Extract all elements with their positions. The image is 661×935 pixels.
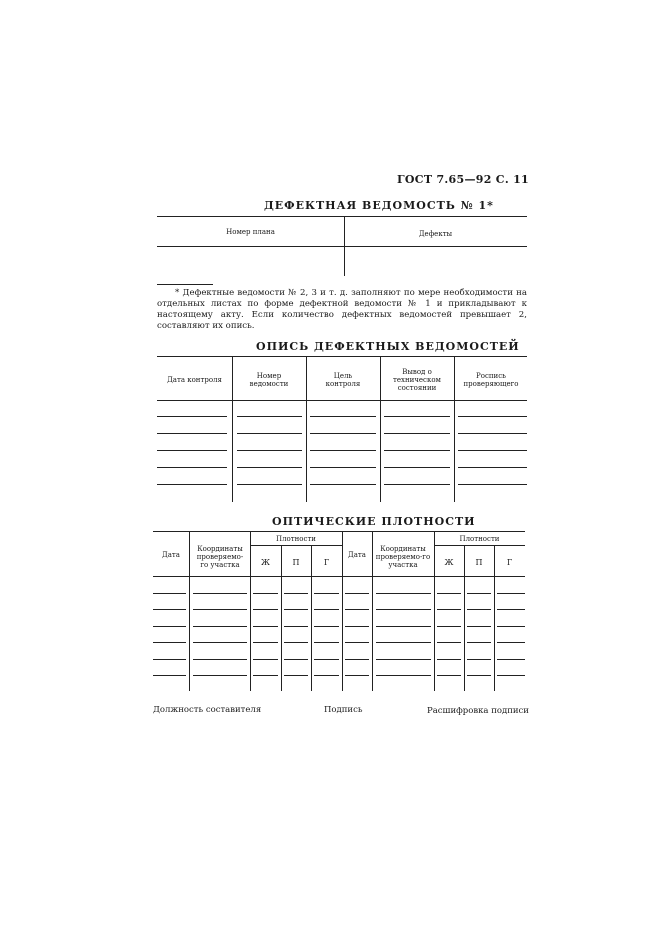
column-header: Г xyxy=(506,558,513,567)
entry-line xyxy=(193,609,247,610)
entry-line xyxy=(237,484,302,485)
column-divider xyxy=(380,356,381,502)
entry-line xyxy=(437,626,461,627)
entry-line xyxy=(345,593,369,594)
entry-line xyxy=(310,467,376,468)
entry-line xyxy=(437,642,461,643)
entry-line xyxy=(153,626,186,627)
entry-line xyxy=(284,675,308,676)
column-header: Координаты проверяемо-го участка xyxy=(375,545,431,569)
entry-line xyxy=(497,593,525,594)
entry-line xyxy=(193,626,247,627)
column-header: Г xyxy=(323,558,330,567)
entry-line xyxy=(314,626,339,627)
entry-line xyxy=(376,609,431,610)
signature-label: Подпись xyxy=(324,705,363,715)
table-rule xyxy=(157,246,527,247)
entry-line xyxy=(284,593,308,594)
entry-line xyxy=(345,642,369,643)
entry-line xyxy=(345,675,369,676)
column-header: Плотности xyxy=(276,535,316,543)
entry-line xyxy=(284,609,308,610)
entry-line xyxy=(458,484,527,485)
table-rule xyxy=(157,400,527,401)
entry-line xyxy=(153,642,186,643)
column-divider xyxy=(232,356,233,502)
entry-line xyxy=(153,609,186,610)
entry-line xyxy=(157,416,227,417)
entry-line xyxy=(253,659,278,660)
entry-line xyxy=(345,659,369,660)
entry-line xyxy=(497,642,525,643)
column-divider xyxy=(189,531,190,691)
entry-line xyxy=(253,642,278,643)
column-header: Дефекты xyxy=(418,230,453,238)
entry-line xyxy=(314,659,339,660)
entry-line xyxy=(458,433,527,434)
column-header: Номер ведомости xyxy=(249,372,289,388)
column-header: Цель контроля xyxy=(325,372,361,388)
table-rule xyxy=(434,545,525,546)
entry-line xyxy=(345,609,369,610)
column-header: Координаты проверяемо-го участка xyxy=(196,545,244,569)
column-header: П xyxy=(292,558,300,567)
entry-line xyxy=(384,416,450,417)
column-header: Вывод о техническом состоянии xyxy=(392,368,442,392)
signature-decoding-label: Расшифровка подписи xyxy=(427,706,529,716)
entry-line xyxy=(497,659,525,660)
column-header: Ж xyxy=(444,558,454,567)
column-header: Роспись проверяющего xyxy=(463,372,519,388)
column-divider xyxy=(372,531,373,691)
entry-line xyxy=(437,675,461,676)
entry-line xyxy=(310,433,376,434)
table-rule xyxy=(153,576,525,577)
entry-line xyxy=(384,467,450,468)
entry-line xyxy=(157,433,227,434)
entry-line xyxy=(467,659,491,660)
column-header: Номер плана xyxy=(226,228,275,236)
entry-line xyxy=(467,626,491,627)
entry-line xyxy=(467,593,491,594)
entry-line xyxy=(310,484,376,485)
entry-line xyxy=(384,433,450,434)
entry-line xyxy=(437,609,461,610)
entry-line xyxy=(384,484,450,485)
column-divider xyxy=(434,531,435,691)
entry-line xyxy=(384,450,450,451)
table-rule xyxy=(157,356,527,357)
entry-line xyxy=(153,659,186,660)
entry-line xyxy=(376,626,431,627)
entry-line xyxy=(314,609,339,610)
entry-line xyxy=(193,593,247,594)
table-rule xyxy=(153,531,525,532)
entry-line xyxy=(314,642,339,643)
entry-line xyxy=(314,675,339,676)
entry-line xyxy=(284,626,308,627)
entry-line xyxy=(310,450,376,451)
inventory-title: ОПИСЬ ДЕФЕКТНЫХ ВЕДОМОСТЕЙ xyxy=(256,340,520,353)
footnote: * Дефектные ведомости № 2, 3 и т. д. заполняют по мере необходимости на отдельных листах по форме дефектной ведомости № 1 и прикладывают к настоящему акту. Если количество дефектных ведомостей превышает 2, составляют их опись. xyxy=(157,288,527,331)
column-divider xyxy=(454,356,455,502)
entry-line xyxy=(237,467,302,468)
entry-line xyxy=(458,416,527,417)
defect-sheet-title: ДЕФЕКТНАЯ ВЕДОМОСТЬ № 1* xyxy=(264,199,494,212)
entry-line xyxy=(253,609,278,610)
entry-line xyxy=(284,642,308,643)
entry-line xyxy=(253,626,278,627)
entry-line xyxy=(314,593,339,594)
entry-line xyxy=(467,609,491,610)
entry-line xyxy=(193,675,247,676)
entry-line xyxy=(193,659,247,660)
entry-line xyxy=(284,659,308,660)
entry-line xyxy=(345,626,369,627)
entry-line xyxy=(467,675,491,676)
entry-line xyxy=(458,450,527,451)
entry-line xyxy=(153,675,186,676)
entry-line xyxy=(253,593,278,594)
table-rule xyxy=(250,545,342,546)
entry-line xyxy=(157,484,227,485)
column-divider xyxy=(306,356,307,502)
entry-line xyxy=(237,450,302,451)
entry-line xyxy=(467,642,491,643)
densities-title: ОПТИЧЕСКИЕ ПЛОТНОСТИ xyxy=(272,515,476,528)
column-header: Дата xyxy=(162,551,180,559)
entry-line xyxy=(497,675,525,676)
entry-line xyxy=(237,433,302,434)
entry-line xyxy=(437,659,461,660)
entry-line xyxy=(237,416,302,417)
entry-line xyxy=(376,659,431,660)
entry-line xyxy=(157,450,227,451)
entry-line xyxy=(458,467,527,468)
column-header: Ж xyxy=(261,558,270,567)
entry-line xyxy=(376,593,431,594)
column-header: П xyxy=(475,558,483,567)
entry-line xyxy=(310,416,376,417)
entry-line xyxy=(253,675,278,676)
signature-position-label: Должность составителя xyxy=(153,705,262,715)
column-header: Дата xyxy=(348,551,366,559)
column-header: Дата контроля xyxy=(167,376,222,384)
entry-line xyxy=(497,609,525,610)
entry-line xyxy=(157,467,227,468)
entry-line xyxy=(437,593,461,594)
column-divider xyxy=(250,531,251,691)
entry-line xyxy=(497,626,525,627)
entry-line xyxy=(376,642,431,643)
entry-line xyxy=(153,593,186,594)
entry-line xyxy=(193,642,247,643)
table-rule xyxy=(157,216,527,217)
entry-line xyxy=(376,675,431,676)
column-header: Плотности xyxy=(459,535,500,543)
footnote-rule xyxy=(157,284,213,285)
column-divider xyxy=(344,216,345,276)
page-header: ГОСТ 7.65—92 С. 11 xyxy=(397,173,529,186)
